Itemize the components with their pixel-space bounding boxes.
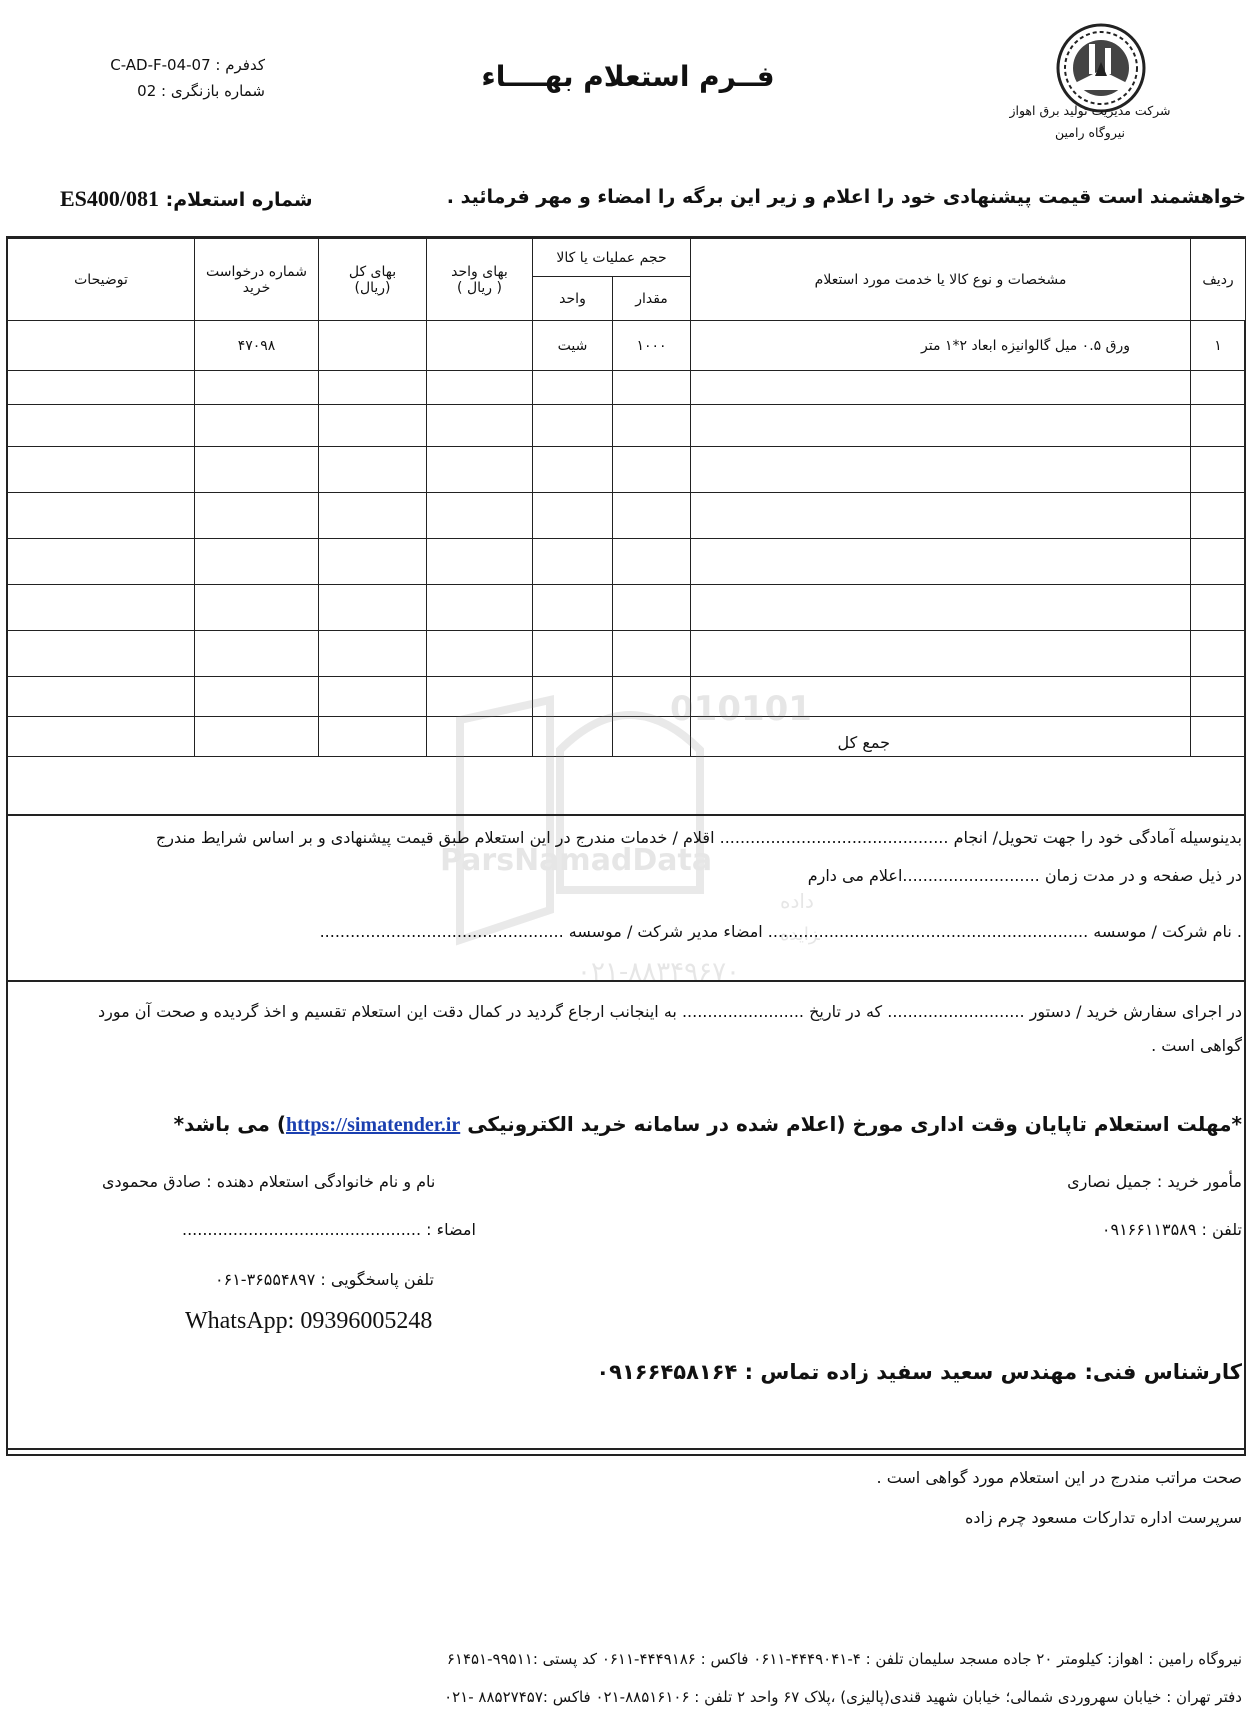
table-row — [8, 493, 1246, 539]
order-divider — [7, 980, 1245, 982]
unit-cell: شیت — [533, 321, 613, 371]
watermark — [440, 690, 820, 1020]
header-request-number-label2: خرید — [242, 279, 271, 296]
row-number-cell: ۱ — [1191, 321, 1246, 371]
watermark-line1: داده — [780, 889, 814, 913]
answer-phone: تلفن پاسخگویی : ۳۶۵۵۴۸۹۷-۰۶۱ — [215, 1270, 434, 1289]
declaration-line1: بدینوسیله آمادگی خود را جهت تحویل/ انجام ............................................. اقلام / خدمات مندرج در این استعلام طبق قیمت پیشنهادی و بر اساس شرایط مندرج — [155, 828, 1242, 847]
header-row-number: ردیف — [1191, 239, 1246, 321]
inquiry-table — [7, 238, 1246, 757]
approval-line2: سرپرست اداره تدارکات مسعود چرم زاده — [964, 1508, 1242, 1527]
table-row — [8, 371, 1246, 405]
header-total-price-currency: (ریال) — [354, 279, 391, 296]
header-unit-price — [427, 239, 533, 321]
inquiry-number-block — [60, 186, 313, 212]
header-unit: واحد — [533, 277, 613, 321]
unit-price-cell[interactable] — [427, 321, 533, 371]
watermark-line2: زایده — [780, 924, 819, 945]
order-line1: در اجرای سفارش خرید / دستور ........................... که در تاریخ ........................ به اینجانب ارجاع گردید در کمال دقت این استعلام تقسیم و اخذ گردیده و صحت آن مورد — [98, 1002, 1242, 1021]
request-text: خواهشمند است قیمت پیشنهادی خود را اعلام و زیر این برگه را امضاء و مهر فرمائید . — [446, 186, 1246, 208]
declaration-line3: . نام شرکت / موسسه ............................................................... امضاء مدیر شرکت / موسسه ................................................ — [319, 922, 1242, 941]
company-name-line1: شرکت مدیریت تولید برق اهواز — [1009, 103, 1171, 118]
header-spec: مشخصات و نوع کالا یا خدمت مورد استعلام — [691, 239, 1191, 321]
whatsapp-number: WhatsApp: 09396005248 — [185, 1308, 433, 1334]
header-request-number — [195, 239, 319, 321]
header-quantity: مقدار — [613, 277, 691, 321]
header-total-price-label: بهای کل — [348, 263, 397, 280]
table-row — [8, 585, 1246, 631]
approval-line1: صحت مراتب مندرج در این استعلام مورد گواهی است . — [876, 1468, 1242, 1487]
deadline-suffix: ) می باشد* — [173, 1112, 286, 1136]
request-number-cell: ۴۷۰۹۸ — [195, 321, 319, 371]
header-request-number-label: شماره درخواست — [206, 263, 307, 280]
table-row — [8, 447, 1246, 493]
deadline-notice — [174, 1112, 1242, 1137]
table-row — [8, 539, 1246, 585]
header-notes: توضیحات — [8, 239, 195, 321]
footer-address-plant: نیروگاه رامین : اهواز: کیلومتر ۲۰ جاده مسجد سلیمان تلفن : ۴-۴۴۴۹۰۴۱-۰۶۱۱ فاکس : ۴۴۴۹۱۸۶-۰۶۱۱ کد پستی :۹۹۵۱۱-۶۱۴۵۱ — [446, 1650, 1242, 1668]
watermark-phone: ۰۲۱-۸۸۳۴۹۶۷۰ — [577, 957, 740, 987]
simatender-link[interactable]: https://simatender.ir — [285, 1114, 461, 1136]
company-name — [990, 100, 1190, 144]
buyer-phone: تلفن : ۰۹۱۶۶۱۱۳۵۸۹ — [1101, 1220, 1242, 1239]
page-title: فــرم استعلام بهــــاء — [481, 60, 775, 93]
form-code: کدفرم : C-AD-F-04-07 — [110, 56, 265, 74]
company-name-line2: نیروگاه رامین — [1055, 125, 1125, 140]
header-total-price — [319, 239, 427, 321]
inquiry-number-label: شماره استعلام: — [165, 189, 313, 211]
notes-cell[interactable] — [8, 321, 195, 371]
total-price-cell[interactable] — [319, 321, 427, 371]
deadline-prefix: *مهلت استعلام تاپایان وقت اداری مورخ (اعلام شده در سامانه خرید الکترونیکی — [460, 1112, 1242, 1136]
declaration-divider — [7, 814, 1245, 816]
table-row — [8, 405, 1246, 447]
spec-cell: ورق ۰.۵ میل گالوانیزه ابعاد ۲*۱ متر — [691, 321, 1191, 371]
header-unit-price-currency: ( ریال ) — [457, 279, 502, 296]
inquirer-name: نام و نام خانوادگی استعلام دهنده : صادق محمودی — [102, 1172, 436, 1191]
table-row — [8, 321, 1246, 371]
footer-address-tehran: دفتر تهران : خیابان سهروردی شمالی؛ خیابان شهید قندی(پالیزی) ،پلاک ۶۷ واحد ۲ تلفن : ۸۸۵۱۶۱۰۶-۰۲۱ فاکس :۸۸۵۲۷۴۵۷ -۰۲۱ — [444, 1688, 1242, 1706]
header-unit-price-label: بهای واحد — [451, 263, 508, 280]
technical-expert: کارشناس فنی: مهندس سعید سفید زاده تماس : ۰۹۱۶۶۴۵۸۱۶۴ — [596, 1360, 1242, 1384]
total-label: جمع کل — [691, 717, 1191, 757]
quantity-cell: ۱۰۰۰ — [613, 321, 691, 371]
header-volume: حجم عملیات یا کالا — [533, 239, 691, 277]
buyer-name: مأمور خرید : جمیل نصاری — [1067, 1172, 1242, 1191]
inquiry-number: ES400/081 — [60, 186, 160, 211]
watermark-digits: 010101 — [670, 690, 812, 729]
table-row — [8, 631, 1246, 677]
order-line2: گواهی است . — [1151, 1036, 1242, 1055]
signature-line: امضاء : ............................................... — [182, 1220, 476, 1239]
declaration-line2: در ذیل صفحه و در مدت زمان ...........................اعلام می دارم — [807, 866, 1242, 885]
watermark-brand: ParsNamadData — [440, 843, 713, 878]
approval-divider — [7, 1448, 1245, 1450]
revision-number: شماره بازنگری : 02 — [137, 82, 265, 100]
